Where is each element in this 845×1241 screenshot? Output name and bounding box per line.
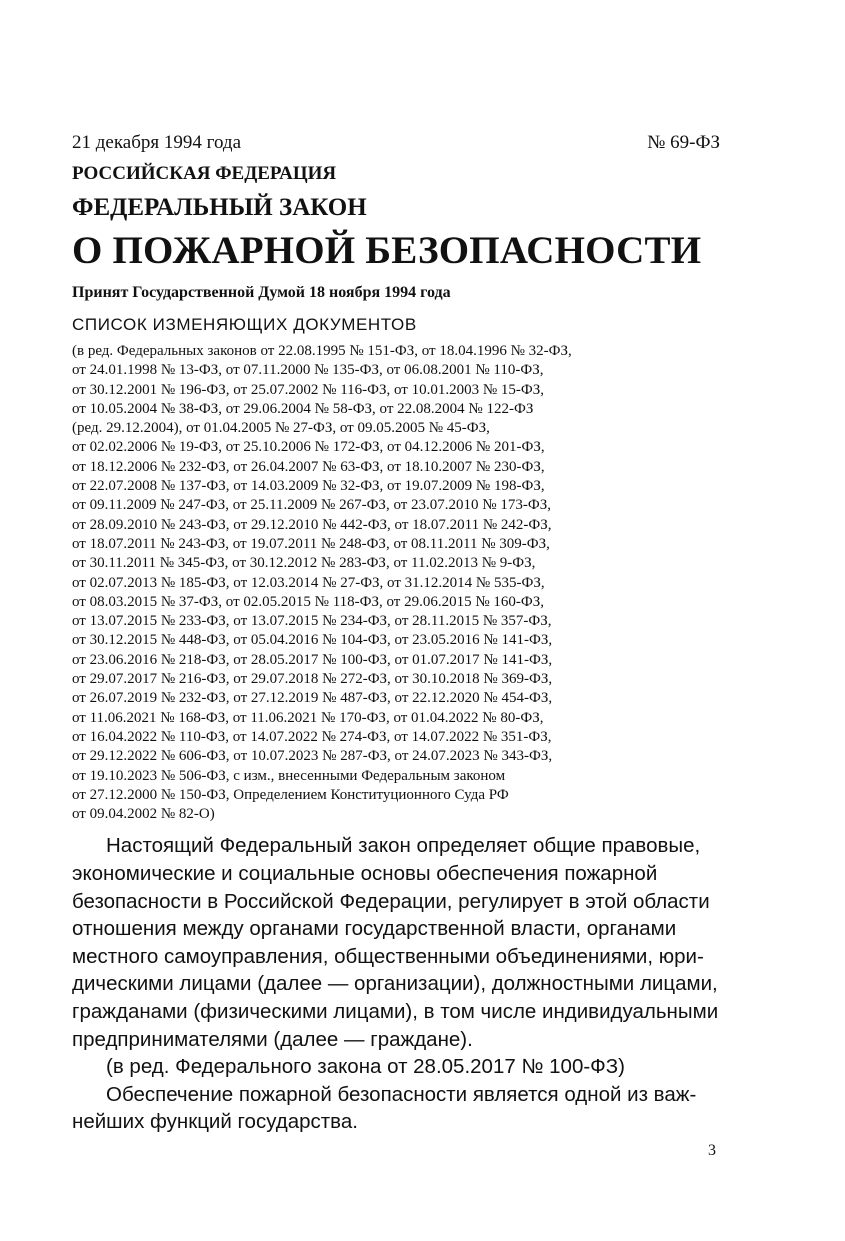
text-line: (ред. 29.12.2004), от 01.04.2005 № 27-ФЗ, от 09.05.2005 № 45-ФЗ, xyxy=(72,420,490,437)
paragraph-2 xyxy=(72,1081,720,1136)
text-line: местного самоуправления, общественными объединениями, юри- xyxy=(72,944,704,968)
text-line: от 24.01.1998 № 13-ФЗ, от 07.11.2000 № 135-ФЗ, от 06.08.2001 № 110-ФЗ, xyxy=(72,362,544,379)
text-line: гражданами (физическими лицами), в том числе индивидуальными xyxy=(72,999,719,1023)
text-line: нейших функций государства. xyxy=(72,1110,358,1134)
amendment-note: (в ред. Федерального закона от 28.05.2017 № 100-ФЗ) xyxy=(106,1055,625,1079)
text-line: от 26.07.2019 № 232-ФЗ, от 27.12.2019 № 487-ФЗ, от 22.12.2020 № 454-ФЗ, xyxy=(72,690,553,707)
text-line: от 09.11.2009 № 247-ФЗ, от 25.11.2009 № 267-ФЗ, от 23.07.2010 № 173-ФЗ, xyxy=(72,497,551,514)
changes-list xyxy=(72,342,720,824)
law-number: № 69-ФЗ xyxy=(647,132,720,153)
text-line: от 30.12.2001 № 196-ФЗ, от 25.07.2002 № 116-ФЗ, от 10.01.2003 № 15-ФЗ, xyxy=(72,381,545,398)
text-line: экономические и социальные основы обеспечения пожарной xyxy=(72,862,658,886)
body-text xyxy=(72,832,720,1136)
text-line: Настоящий Федеральный закон определяет общие правовые, xyxy=(106,834,701,858)
law-date: 21 декабря 1994 года xyxy=(72,132,242,153)
text-line: от 29.12.2022 № 606-ФЗ, от 10.07.2023 № 287-ФЗ, от 24.07.2023 № 343-ФЗ, xyxy=(72,748,553,765)
changes-heading: СПИСОК ИЗМЕНЯЮЩИХ ДОКУМЕНТОВ xyxy=(72,315,417,334)
text-line: от 02.07.2013 № 185-ФЗ, от 12.03.2014 № 27-ФЗ, от 31.12.2014 № 535-ФЗ, xyxy=(72,574,545,591)
text-line: дическими лицами (далее — организации), должностными лицами, xyxy=(72,972,718,996)
text-line: от 02.02.2006 № 19-ФЗ, от 25.10.2006 № 172-ФЗ, от 04.12.2006 № 201-ФЗ, xyxy=(72,439,545,456)
text-line: от 09.04.2002 № 82-О) xyxy=(72,806,215,823)
header-line xyxy=(72,130,720,156)
text-line: от 30.12.2015 № 448-ФЗ, от 05.04.2016 № 104-ФЗ, от 23.05.2016 № 141-ФЗ, xyxy=(72,632,553,649)
page-number: 3 xyxy=(708,1142,716,1159)
text-line: от 16.04.2022 № 110-ФЗ, от 14.07.2022 № 274-ФЗ, от 14.07.2022 № 351-ФЗ, xyxy=(72,728,552,745)
text-line: предпринимателями (далее — граждане). xyxy=(72,1027,473,1051)
document-page xyxy=(72,130,720,1136)
text-line: от 18.07.2011 № 243-ФЗ, от 19.07.2011 № 248-ФЗ, от 08.11.2011 № 309-ФЗ, xyxy=(72,535,550,552)
text-line: от 13.07.2015 № 233-ФЗ, от 13.07.2015 № 234-ФЗ, от 28.11.2015 № 357-ФЗ, xyxy=(72,613,552,630)
text-line: от 29.07.2017 № 216-ФЗ, от 29.07.2018 № 272-ФЗ, от 30.10.2018 № 369-ФЗ, xyxy=(72,671,553,688)
text-line: от 27.12.2000 № 150-ФЗ, Определением Конституционного Суда РФ xyxy=(72,786,509,803)
text-line: от 18.12.2006 № 232-ФЗ, от 26.04.2007 № 63-ФЗ, от 18.10.2007 № 230-ФЗ, xyxy=(72,458,545,475)
text-line: от 23.06.2016 № 218-ФЗ, от 28.05.2017 № 100-ФЗ, от 01.07.2017 № 141-ФЗ, xyxy=(72,651,553,668)
text-line: отношения между органами государственной власти, органами xyxy=(72,917,677,941)
text-line: безопасности в Российской Федерации, регулирует в этой области xyxy=(72,889,710,913)
text-line: Обеспечение пожарной безопасности является одной из важ- xyxy=(106,1082,697,1106)
adoption-note: Принят Государственной Думой 18 ноября 1994 года xyxy=(72,284,451,301)
text-line: от 19.10.2023 № 506-ФЗ, с изм., внесенными Федеральным законом xyxy=(72,767,506,784)
text-line: от 22.07.2008 № 137-ФЗ, от 14.03.2009 № 32-ФЗ, от 19.07.2009 № 198-ФЗ, xyxy=(72,478,545,495)
text-line: от 10.05.2004 № 38-ФЗ, от 29.06.2004 № 58-ФЗ, от 22.08.2004 № 122-ФЗ xyxy=(72,400,534,417)
text-line: от 11.06.2021 № 168-ФЗ, от 11.06.2021 № 170-ФЗ, от 01.04.2022 № 80-ФЗ, xyxy=(72,709,544,726)
text-line: от 30.11.2011 № 345-ФЗ, от 30.12.2012 № 283-ФЗ, от 11.02.2013 № 9-ФЗ, xyxy=(72,555,536,572)
text-line: от 08.03.2015 № 37-ФЗ, от 02.05.2015 № 118-ФЗ, от 29.06.2015 № 160-ФЗ, xyxy=(72,593,545,610)
law-type: ФЕДЕРАЛЬНЫЙ ЗАКОН xyxy=(72,194,367,221)
paragraph-1 xyxy=(72,832,720,1053)
law-title: О ПОЖАРНОЙ БЕЗОПАСНОСТИ xyxy=(72,229,702,272)
text-line: от 28.09.2010 № 243-ФЗ, от 29.12.2010 № 442-ФЗ, от 18.07.2011 № 242-ФЗ, xyxy=(72,516,552,533)
country-name: РОССИЙСКАЯ ФЕДЕРАЦИЯ xyxy=(72,163,337,184)
text-line: (в ред. Федеральных законов от 22.08.1995 № 151-ФЗ, от 18.04.1996 № 32-ФЗ, xyxy=(72,343,572,359)
